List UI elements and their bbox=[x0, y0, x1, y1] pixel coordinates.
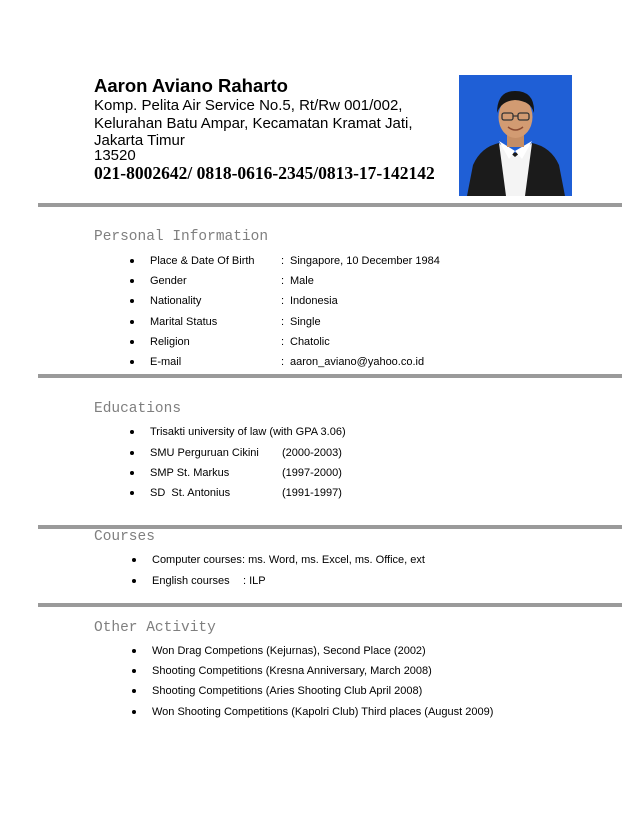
bullet-icon bbox=[132, 710, 136, 714]
personal-row-nationality bbox=[0, 293, 638, 309]
bullet-icon bbox=[130, 451, 134, 455]
course-item bbox=[0, 552, 638, 568]
course-item bbox=[0, 573, 638, 589]
field-label: Religion bbox=[150, 336, 190, 348]
activity-item bbox=[0, 663, 638, 679]
field-separator: : bbox=[281, 356, 285, 368]
school-years: (1997-2000) bbox=[282, 467, 342, 479]
profile-photo bbox=[459, 75, 572, 196]
field-value: Singapore, 10 December 1984 bbox=[290, 255, 440, 267]
course-name: Computer courses bbox=[152, 554, 242, 566]
section-title-personal-information: Personal Information bbox=[94, 229, 269, 245]
portrait-illustration bbox=[459, 75, 572, 196]
address-line-3: Jakarta Timur bbox=[94, 132, 185, 149]
bullet-icon bbox=[132, 579, 136, 583]
education-item bbox=[0, 445, 638, 461]
field-separator: : bbox=[281, 316, 285, 328]
activity-text: Won Shooting Competitions (Kapolri Club) Third places (August 2009) bbox=[152, 706, 494, 718]
activity-item bbox=[0, 704, 638, 720]
school-years: (2000-2003) bbox=[282, 447, 342, 459]
field-value: Indonesia bbox=[290, 295, 338, 307]
section-title-courses: Courses bbox=[94, 529, 155, 545]
course-detail: : ms. Word, ms. Excel, ms. Office, ext bbox=[242, 554, 425, 566]
school-name: SMP St. Markus bbox=[150, 467, 230, 479]
section-title-educations: Educations bbox=[94, 401, 182, 417]
education-item bbox=[0, 485, 638, 501]
field-separator: : bbox=[281, 336, 285, 348]
field-value: Chatolic bbox=[290, 336, 330, 348]
field-value: Single bbox=[290, 316, 321, 328]
personal-row-birth bbox=[0, 253, 638, 269]
personal-row-email bbox=[0, 354, 638, 370]
field-label: Place & Date Of Birth bbox=[150, 255, 255, 267]
bullet-icon bbox=[130, 259, 134, 263]
bullet-icon bbox=[130, 299, 134, 303]
bullet-icon bbox=[130, 340, 134, 344]
personal-row-marital-status bbox=[0, 314, 638, 330]
section-divider bbox=[38, 374, 622, 378]
address-line-2: Kelurahan Batu Ampar, Kecamatan Kramat Jati, bbox=[94, 115, 413, 132]
bullet-icon bbox=[130, 320, 134, 324]
field-label: Marital Status bbox=[150, 316, 218, 328]
personal-row-gender bbox=[0, 273, 638, 289]
education-item bbox=[0, 465, 638, 481]
bullet-icon bbox=[130, 430, 134, 434]
section-divider bbox=[38, 203, 622, 207]
postal-code: 13520 bbox=[94, 147, 136, 164]
school-years: (1991-1997) bbox=[282, 487, 342, 499]
activity-text: Shooting Competitions (Kresna Anniversary, March 2008) bbox=[152, 665, 432, 677]
school-name: Trisakti university of law (with GPA 3.06) bbox=[150, 426, 346, 438]
school-name: SMU Perguruan Cikini bbox=[150, 447, 259, 459]
school-name: SD St. Antonius bbox=[150, 487, 231, 499]
section-title-other-activity: Other Activity bbox=[94, 620, 216, 636]
field-separator: : bbox=[281, 295, 285, 307]
bullet-icon bbox=[130, 471, 134, 475]
education-item bbox=[0, 424, 638, 440]
personal-row-religion bbox=[0, 334, 638, 350]
candidate-name: Aaron Aviano Raharto bbox=[94, 75, 288, 96]
bullet-icon bbox=[132, 669, 136, 673]
address-line-1: Komp. Pelita Air Service No.5, Rt/Rw 001/002, bbox=[94, 97, 403, 114]
section-divider bbox=[38, 603, 622, 607]
field-label: E-mail bbox=[150, 356, 182, 368]
bullet-icon bbox=[130, 491, 134, 495]
field-label: Gender bbox=[150, 275, 187, 287]
bullet-icon bbox=[132, 689, 136, 693]
course-name: English courses bbox=[152, 575, 230, 587]
email-value: aaron_aviano@yahoo.co.id bbox=[290, 356, 425, 368]
activity-item bbox=[0, 683, 638, 699]
field-separator: : bbox=[281, 255, 285, 267]
activity-text: Shooting Competitions (Aries Shooting Club April 2008) bbox=[152, 685, 423, 697]
bullet-icon bbox=[132, 649, 136, 653]
field-value: Male bbox=[290, 275, 314, 287]
bullet-icon bbox=[132, 558, 136, 562]
activity-text: Won Drag Competions (Kejurnas), Second Place (2002) bbox=[152, 645, 426, 657]
phone-numbers: 021-8002642/ 0818-0616-2345/0813-17-142142 bbox=[94, 163, 435, 183]
activity-item bbox=[0, 643, 638, 659]
bullet-icon bbox=[130, 279, 134, 283]
field-label: Nationality bbox=[150, 295, 202, 307]
field-separator: : bbox=[281, 275, 285, 287]
bullet-icon bbox=[130, 360, 134, 364]
course-detail: : ILP bbox=[243, 575, 266, 587]
